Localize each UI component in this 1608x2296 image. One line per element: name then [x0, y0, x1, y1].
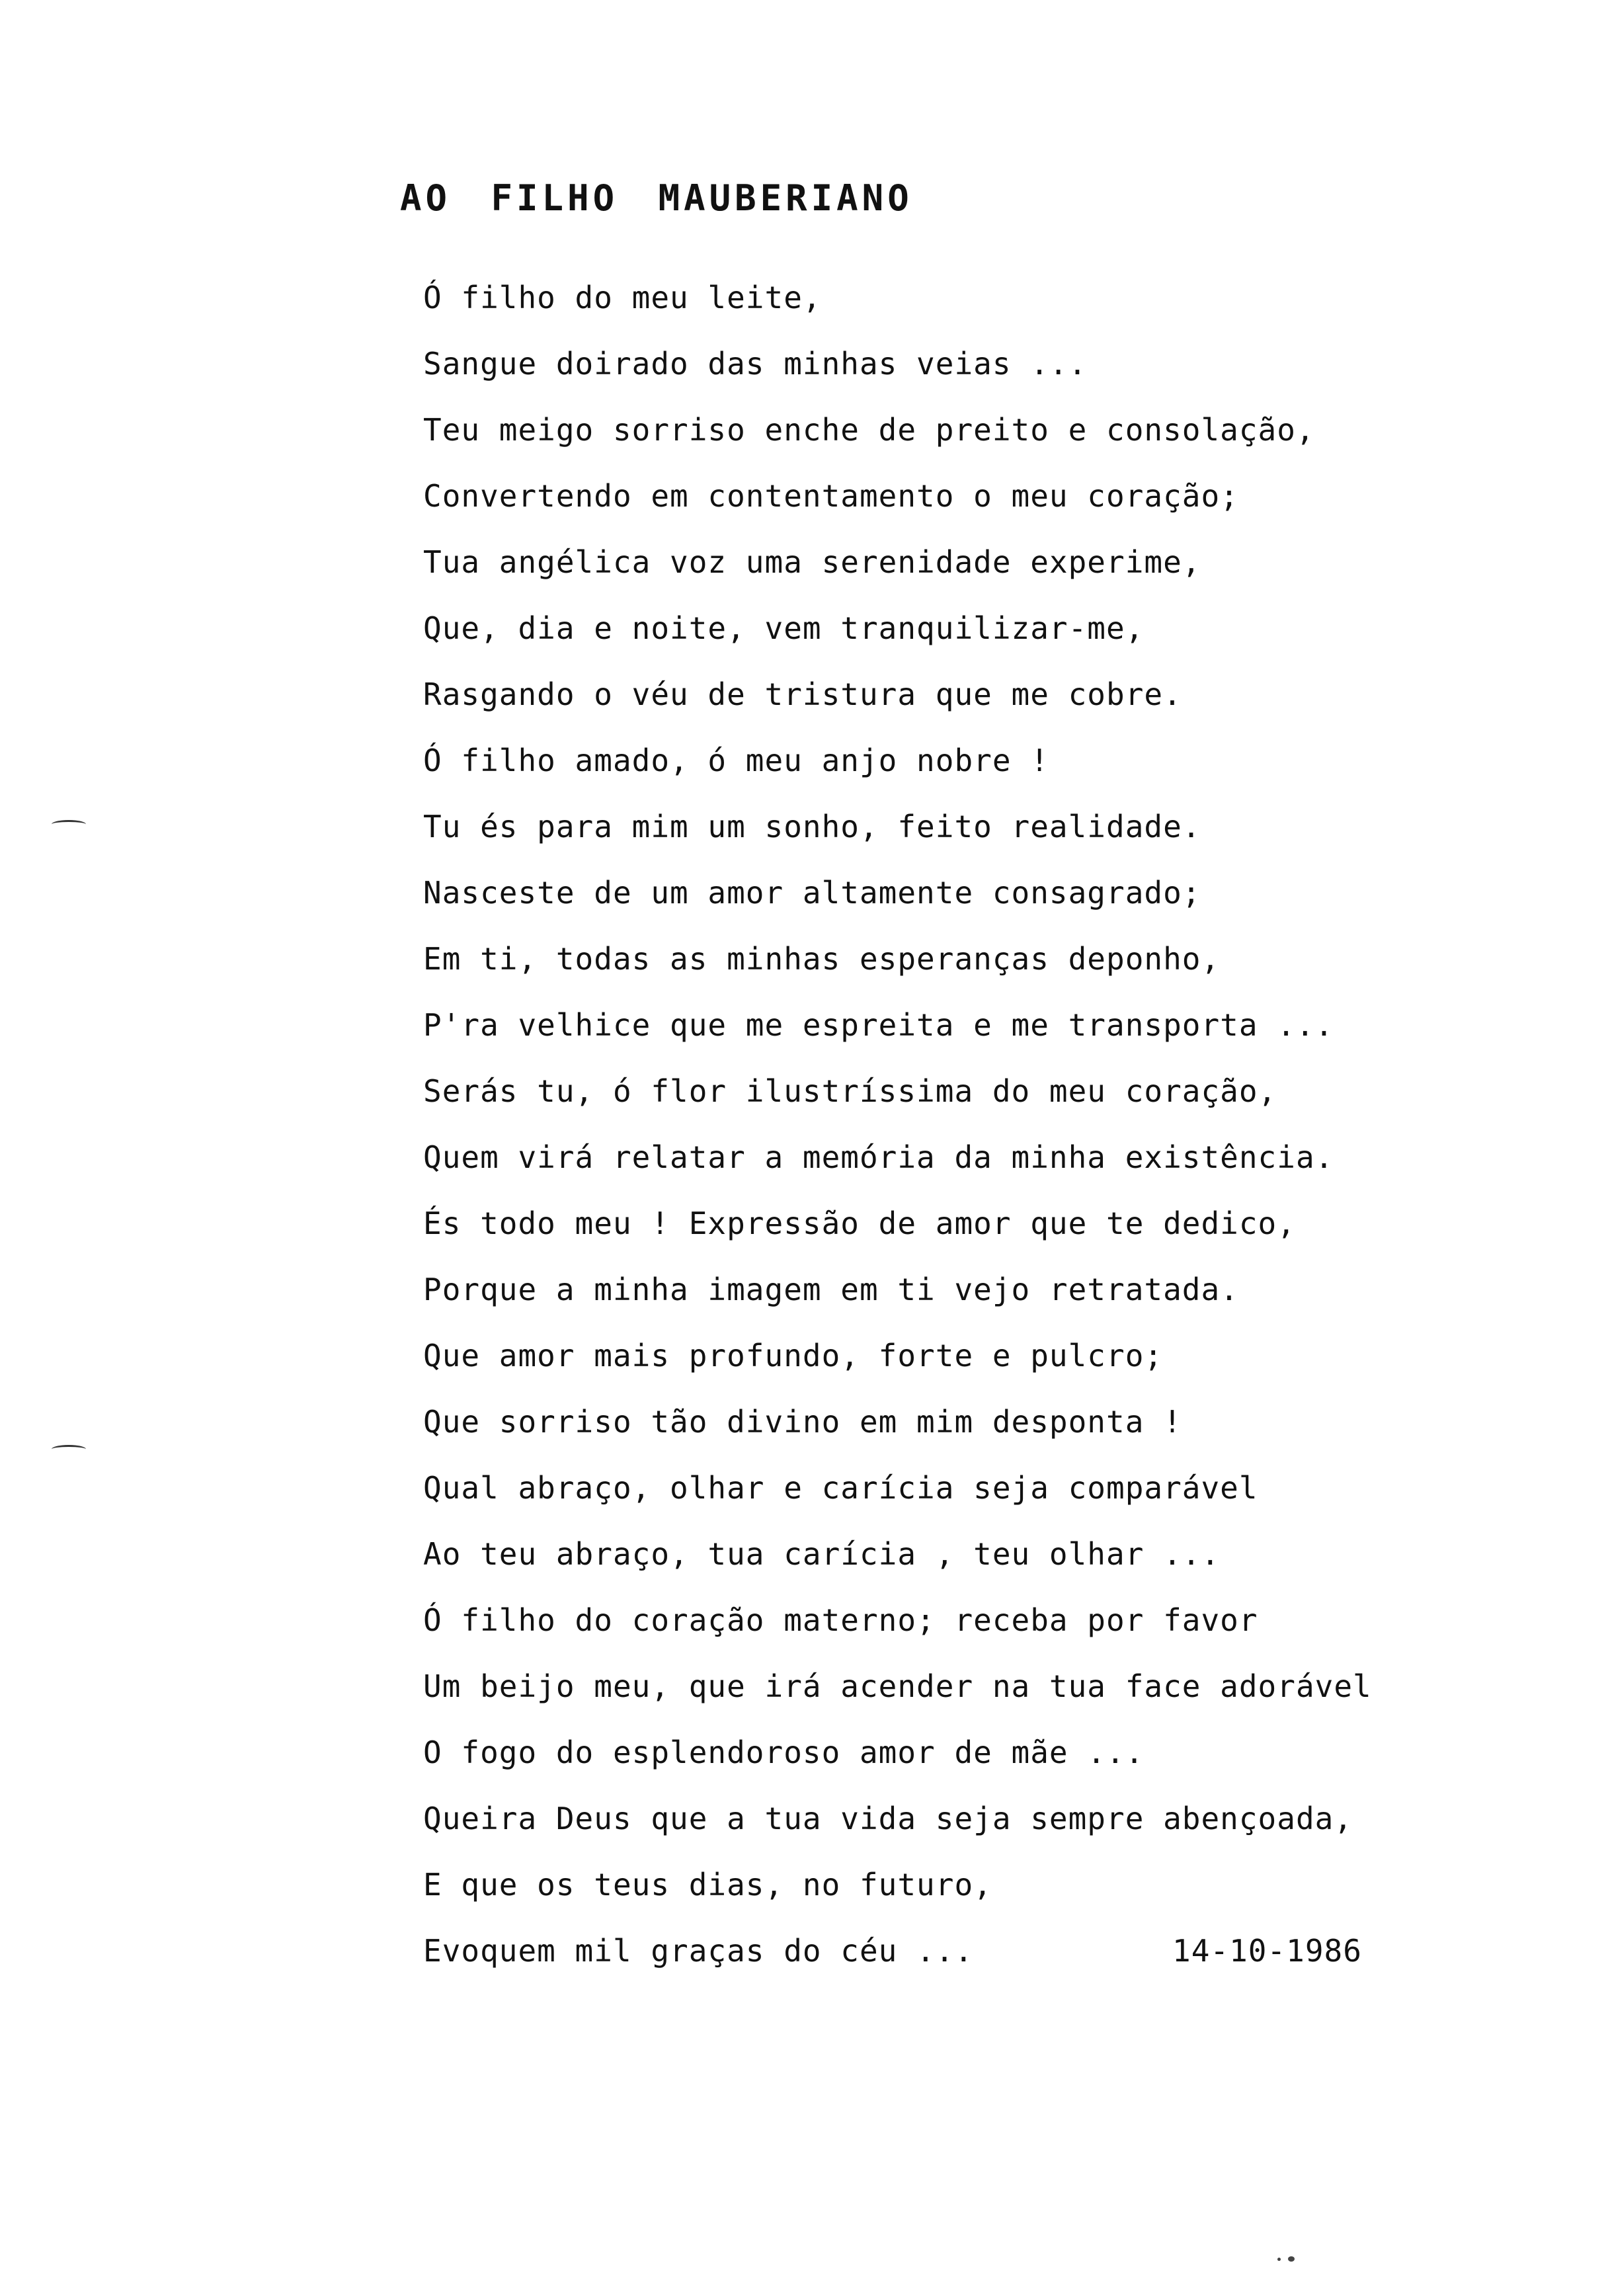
scan-speck-small: [1277, 2258, 1281, 2261]
poem-date: 14-10-1986: [1172, 1933, 1362, 1969]
scan-mark-upper: [52, 820, 86, 829]
poem-line-22: Um beijo meu, que irá acender na tua face adorável: [423, 1668, 1372, 1704]
poem-line-25: E que os teus dias, no futuro,: [423, 1867, 992, 1903]
poem-line-5: Tua angélica voz uma serenidade experime,: [423, 544, 1201, 580]
poem-line-13: Serás tu, ó flor ilustríssima do meu coração,: [423, 1073, 1277, 1109]
poem-line-21: Ó filho do coração materno; receba por favor: [423, 1602, 1258, 1638]
poem-line-4: Convertendo em contentamento o meu coração;: [423, 478, 1239, 514]
poem-line-1: Ó filho do meu leite,: [423, 280, 822, 315]
poem-line-18: Que sorriso tão divino em mim desponta !: [423, 1404, 1182, 1440]
poem-line-6: Que, dia e noite, vem tranquilizar-me,: [423, 610, 1145, 646]
scan-mark-lower: [52, 1445, 86, 1454]
poem-line-14: Quem virá relatar a memória da minha existência.: [423, 1139, 1334, 1175]
poem-line-24: Queira Deus que a tua vida seja sempre abençoada,: [423, 1801, 1353, 1836]
scan-speck: [1288, 2256, 1295, 2262]
poem-line-11: Em ti, todas as minhas esperanças deponho,: [423, 941, 1221, 977]
poem-line-9: Tu és para mim um sonho, feito realidade.: [423, 809, 1201, 844]
poem-line-26: Evoquem mil graças do céu ...: [423, 1933, 974, 1969]
poem-line-20: Ao teu abraço, tua carícia , teu olhar ...: [423, 1536, 1221, 1572]
poem-line-10: Nasceste de um amor altamente consagrado;: [423, 875, 1201, 911]
poem-line-15: És todo meu ! Expressão de amor que te dedico,: [423, 1206, 1296, 1241]
poem-line-12: P'ra velhice que me espreita e me transporta ...: [423, 1007, 1334, 1043]
poem-body: [423, 265, 1580, 1984]
poem-line-19: Qual abraço, olhar e carícia seja comparável: [423, 1470, 1258, 1506]
poem-line-16: Porque a minha imagem em ti vejo retratada.: [423, 1272, 1239, 1307]
poem-title: AO FILHO MAUBERIANO: [400, 177, 913, 219]
poem-line-3: Teu meigo sorriso enche de preito e consolação,: [423, 412, 1315, 448]
poem-line-7: Rasgando o véu de tristura que me cobre.: [423, 676, 1182, 712]
poem-line-17: Que amor mais profundo, forte e pulcro;: [423, 1338, 1164, 1374]
poem-line-8: Ó filho amado, ó meu anjo nobre !: [423, 743, 1049, 778]
poem-line-23: O fogo do esplendoroso amor de mãe ...: [423, 1735, 1145, 1770]
poem-line-2: Sangue doirado das minhas veias ...: [423, 346, 1088, 382]
